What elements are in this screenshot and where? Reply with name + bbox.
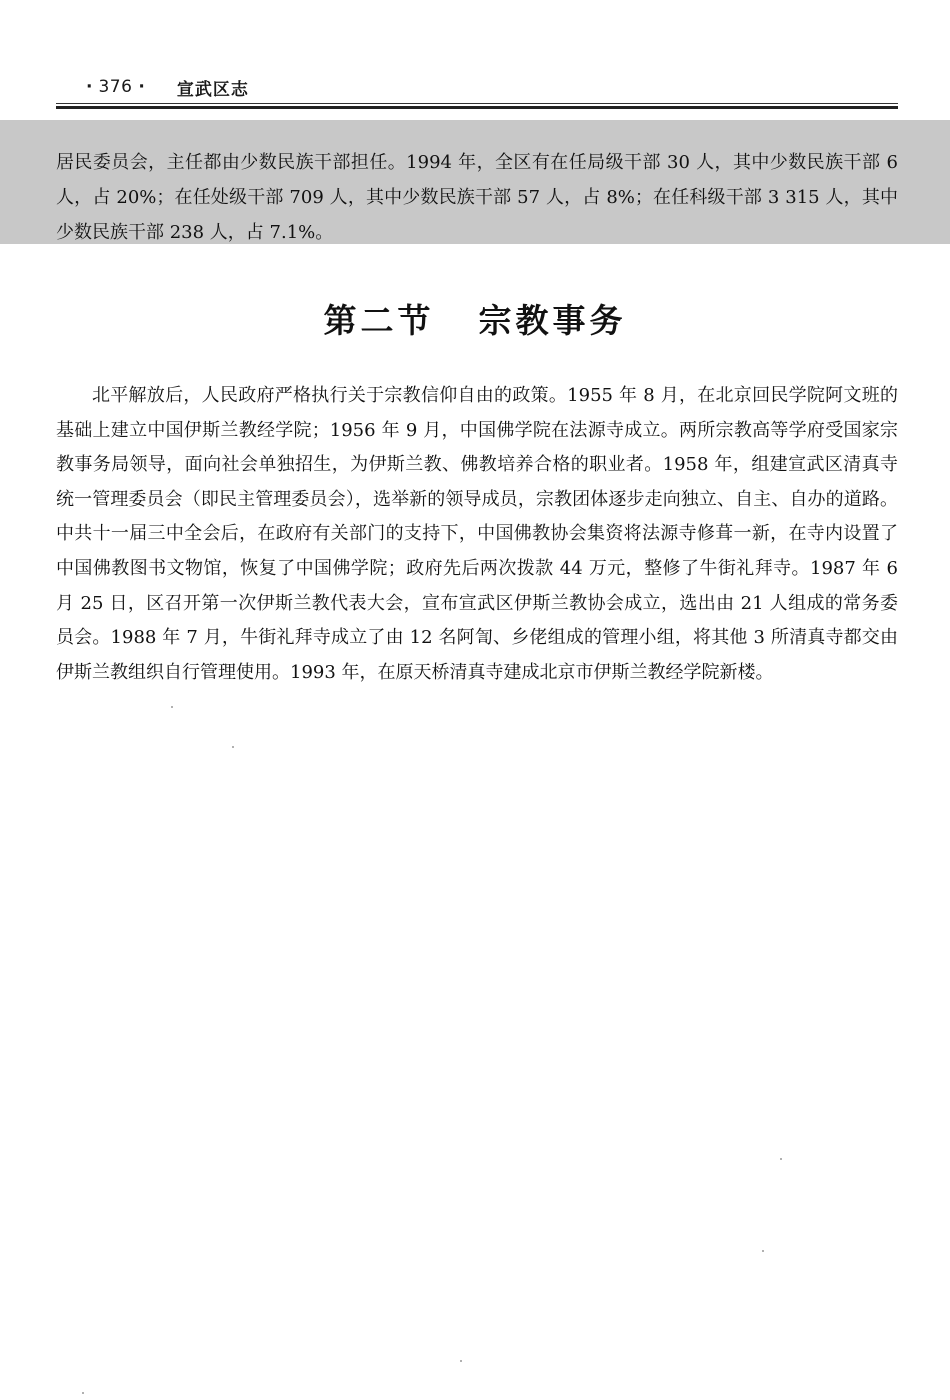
page-number-dot-right: ·: [138, 77, 145, 97]
page-number: 376: [98, 77, 133, 97]
page-number-dot-left: ·: [86, 77, 93, 97]
continuation-paragraph: 居民委员会，主任都由少数民族干部担任。1994 年，全区有在任局级干部 30 人，其中少数民族干部 6 人，占 20%；在任处级干部 709 人，其中少数民族干部 57 人，占 8%；在任科级干部 3 315 人，其中少数民族干部 238 人，占 7.1%。: [56, 152, 898, 243]
scan-speck: [171, 706, 173, 708]
section-number: 第二节: [323, 301, 435, 341]
scan-speck: [460, 1360, 462, 1362]
scan-speck: [232, 746, 234, 748]
header-rule-thick: [56, 106, 898, 109]
body-paragraph: 北平解放后，人民政府严格执行关于宗教信仰自由的政策。1955 年 8 月，在北京回民学院阿文班的基础上建立中国伊斯兰教经学院；1956 年 9 月，中国佛学院在法源寺成立。两所宗教高等学府受国家宗教事务局领导，面向社会单独招生，为伊斯兰教、佛教培养合格的职业者。1958 年，组建宣武区清真寺统一管理委员会（即民主管理委员会），选举新的领导成员，宗教团体逐步走向独立、自主、自办的道路。中共十一届三中全会后，在政府有关部门的支持下，中国佛教协会集资将法源寺修葺一新，在寺内设置了中国佛教图书文物馆，恢复了中国佛学院；政府先后两次拨款 44 万元，整修了牛街礼拜寺。1987 年 6 月 25 日，区召开第一次伊斯兰教代表大会，宣布宣武区伊斯兰教协会成立，选出由 21 人组成的常务委员会。1988 年 7 月，牛街礼拜寺成立了由 12 名阿訇、乡佬组成的管理小组，将其他 3 所清真寺都交由伊斯兰教组织自行管理使用。1993 年，在原天桥清真寺建成北京市伊斯兰教经学院新楼。: [56, 385, 898, 683]
running-head: [80, 74, 249, 100]
scan-speck: [82, 1392, 84, 1394]
header-rule-thin: [56, 103, 898, 104]
section-title: 宗教事务: [478, 301, 627, 341]
scan-speck: [762, 1250, 764, 1252]
section-heading: [0, 295, 950, 342]
book-title: 宣武区志: [176, 79, 249, 100]
scan-speck: [780, 1158, 782, 1160]
